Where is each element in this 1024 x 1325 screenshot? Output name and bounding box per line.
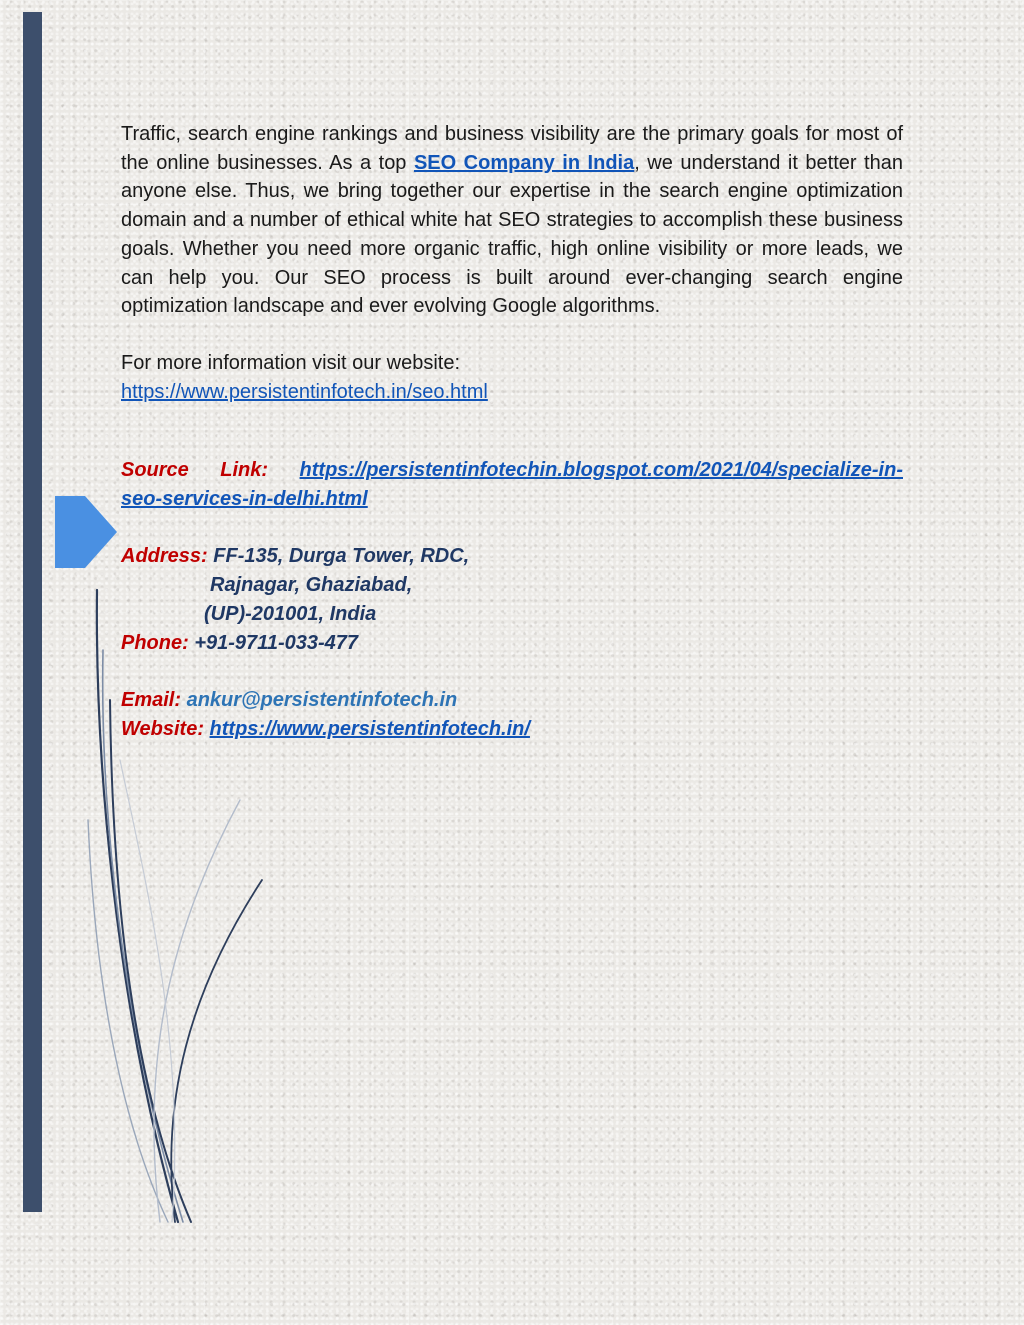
email-label: Email: — [121, 688, 182, 711]
seo-page-link[interactable]: https://www.persistentinfotech.in/seo.html — [121, 380, 488, 403]
more-info-section — [121, 349, 903, 406]
source-label: Source Link: — [121, 459, 269, 482]
address-label: Address: — [121, 545, 208, 568]
address-value-1: FF-135, Durga Tower, RDC, — [213, 545, 470, 568]
phone-label: Phone: — [121, 631, 189, 654]
website-line — [121, 715, 903, 744]
address-line-3: (UP)-201001, India — [204, 602, 377, 625]
source-line — [121, 456, 903, 513]
website-label: Website: — [121, 717, 204, 740]
more-info-label: For more information visit our website: — [121, 351, 461, 374]
phone-value: +91-9711-033-477 — [194, 631, 358, 654]
phone-line — [121, 629, 903, 658]
source-link[interactable]: https://persistentinfotechin.blogspot.com/2021/04/specialize-in-seo-services-in-delhi.html — [121, 459, 903, 511]
website-link[interactable]: https://www.persistentinfotech.in/ — [209, 717, 530, 740]
intro-text-part2: , we understand it better than anyone else. Thus, we bring together our expertise in the search engine optimization domain and a number of ethical white hat SEO strategies to accomplish these business goals. Whether you need more organic traffic, high online visibility or more leads, we can help you. Our SEO process is built around ever-changing search engine optimization landscape and ever evolving Google algorithms. — [121, 151, 903, 318]
seo-company-link[interactable]: SEO Company in India — [413, 151, 635, 174]
left-accent-bar — [23, 12, 42, 1212]
address-line-2: Rajnagar, Ghaziabad, — [210, 574, 413, 597]
address-line-1 — [121, 542, 903, 571]
intro-paragraph — [121, 120, 903, 321]
email-value[interactable]: ankur@persistentinfotech.in — [186, 688, 458, 711]
intro-text-part1: Traffic, search engine rankings and business visibility are the primary goals for most of the online businesses. As a top — [121, 123, 903, 174]
chevron-arrow-icon — [55, 496, 117, 568]
document-content — [121, 120, 903, 743]
email-line — [121, 686, 903, 715]
contact-section — [121, 456, 903, 743]
